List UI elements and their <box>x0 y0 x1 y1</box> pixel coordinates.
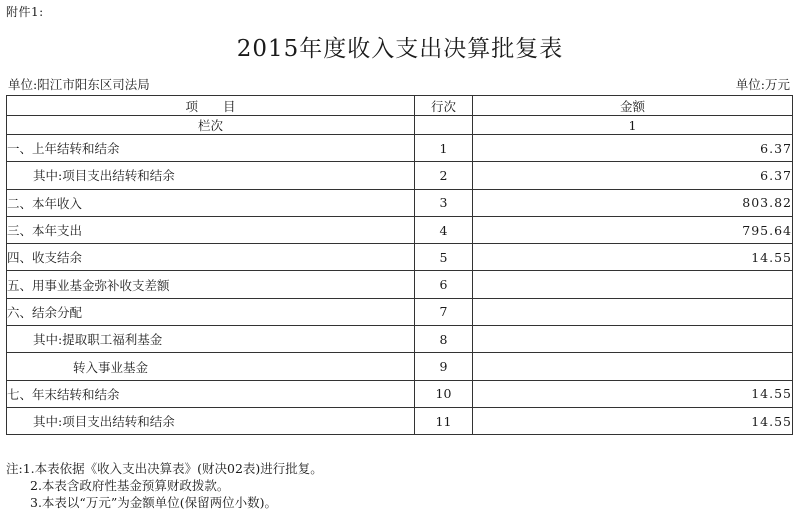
table-row <box>7 298 793 325</box>
row-amount <box>473 298 793 325</box>
table-row <box>7 271 793 298</box>
row-seq: 4 <box>415 216 473 243</box>
header-item: 项 目 <box>7 96 415 116</box>
table-row <box>7 189 793 216</box>
header-seq: 行次 <box>415 96 473 116</box>
row-seq: 2 <box>415 162 473 189</box>
row-amount: 795.64 <box>473 216 793 243</box>
row-item: 其中:提取职工福利基金 <box>7 326 415 353</box>
row-seq: 11 <box>415 407 473 434</box>
row-item: 一、上年结转和结余 <box>7 135 415 162</box>
header-amount: 金额 <box>473 96 793 116</box>
row-amount: 803.82 <box>473 189 793 216</box>
row-item: 五、用事业基金弥补收支差额 <box>7 271 415 298</box>
row-seq: 1 <box>415 135 473 162</box>
table-row <box>7 162 793 189</box>
table-row <box>7 244 793 271</box>
footnote-2: 2.本表含政府性基金预算财政拨款。 <box>30 478 230 493</box>
document-title: 2015年度收入支出决算批复表 <box>236 36 564 62</box>
row-amount <box>473 353 793 380</box>
row-seq: 5 <box>415 244 473 271</box>
row-item: 四、收支结余 <box>7 244 415 271</box>
row-amount <box>473 271 793 298</box>
table-row <box>7 380 793 407</box>
row-item: 七、年末结转和结余 <box>7 380 415 407</box>
table-row <box>7 407 793 434</box>
row-seq: 8 <box>415 326 473 353</box>
approval-table <box>6 95 793 435</box>
footnote-3: 3.本表以“万元”为金额单位(保留两位小数)。 <box>30 495 277 510</box>
table-row <box>7 135 793 162</box>
row-item: 其中:项目支出结转和结余 <box>7 162 415 189</box>
row-seq: 3 <box>415 189 473 216</box>
row-seq: 9 <box>415 353 473 380</box>
column-index-label: 栏次 <box>7 116 415 135</box>
row-amount: 6.37 <box>473 162 793 189</box>
table-header-row <box>7 96 793 116</box>
row-amount: 6.37 <box>473 135 793 162</box>
footnote-1: 注:1.本表依据《收入支出决算表》(财决02表)进行批复。 <box>6 461 323 476</box>
row-seq: 7 <box>415 298 473 325</box>
attachment-label: 附件1: <box>6 5 44 19</box>
row-amount: 14.55 <box>473 380 793 407</box>
row-item: 三、本年支出 <box>7 216 415 243</box>
table-row <box>7 353 793 380</box>
table-row <box>7 326 793 353</box>
currency-unit: 单位:万元 <box>735 77 790 92</box>
column-index-seq <box>415 116 473 135</box>
row-item: 转入事业基金 <box>7 353 415 380</box>
row-item: 六、结余分配 <box>7 298 415 325</box>
row-amount: 14.55 <box>473 244 793 271</box>
table-row <box>7 216 793 243</box>
row-seq: 6 <box>415 271 473 298</box>
column-index-amount: 1 <box>473 116 793 135</box>
row-seq: 10 <box>415 380 473 407</box>
row-amount <box>473 326 793 353</box>
row-item: 其中:项目支出结转和结余 <box>7 407 415 434</box>
organization-unit: 单位:阳江市阳东区司法局 <box>8 77 150 92</box>
row-amount: 14.55 <box>473 407 793 434</box>
footnotes <box>6 460 323 511</box>
row-item: 二、本年收入 <box>7 189 415 216</box>
table-column-index-row <box>7 116 793 135</box>
